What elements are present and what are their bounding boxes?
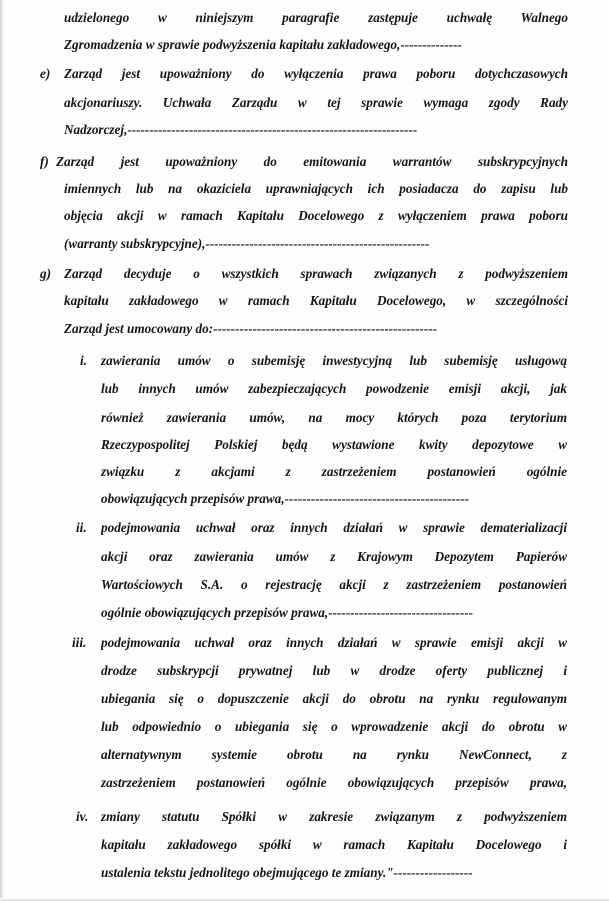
paragraph-line: podejmowania uchwał oraz innych działań w sprawie emisji akcji w: [101, 635, 567, 650]
paragraph-line: kapitału zakładowego w ramach Kapitału Docelowego, w szczególności: [64, 293, 568, 308]
paragraph-line: Rzeczypospolitej Polskiej będą wystawione kwity depozytowe w: [101, 437, 567, 452]
scan-edge-left: [0, 0, 4, 901]
paragraph-line: akcji oraz zawierania umów z Krajowym Depozytem Papierów: [101, 549, 567, 564]
paragraph-line: zastrzeżeniem postanowień ogólnie obowiązujących przepisów prawa,: [101, 775, 567, 790]
paragraph-line: obowiązujących przepisów prawa,------------------------------------------: [101, 491, 469, 506]
paragraph-line: udzielonego w niniejszym paragrafie zastępuje uchwałę Walnego: [64, 10, 568, 25]
paragraph-line: również zawierania umów, na mocy których poza terytorium: [101, 410, 567, 425]
paragraph-line: ubiegania się o dopuszczenie akcji do obrotu na rynku regulowanym: [101, 691, 567, 706]
paragraph-line: lub innych umów zabezpieczających powodzenie emisji akcji, jak: [101, 381, 567, 396]
paragraph-line: Wartościowych S.A. o rejestrację akcji z zastrzeżeniem postanowień: [101, 577, 567, 592]
paragraph-line: ustalenia tekstu jednolitego obejmującego te zmiany."------------------: [101, 865, 473, 880]
paragraph-line: Nadzorczej,------------------------------------------------------------------: [64, 122, 418, 137]
paragraph-line: objęcia akcji w ramach Kapitału Docelowego z wyłączeniem prawa poboru: [64, 208, 568, 223]
paragraph-line: alternatywnym systemie obrotu na rynku NewConnect, z: [101, 747, 567, 762]
item-label-g: g): [40, 266, 51, 281]
subitem-label-ii: ii.: [76, 520, 87, 535]
paragraph-line: ogólnie obowiązujących przepisów prawa,---------------------------------: [101, 605, 474, 620]
paragraph-line: podejmowania uchwał oraz innych działań w sprawie dematerializacji: [101, 520, 567, 535]
paragraph-line: zmiany statutu Spółki w zakresie związanym z podwyższeniem: [101, 809, 567, 824]
paragraph-line: lub odpowiednio o ubiegania się o wprowadzenie akcji do obrotu w: [101, 719, 567, 734]
paragraph-line: Zarząd decyduje o wszystkich sprawach związanych z podwyższeniem: [64, 266, 568, 281]
paragraph-line: Zarząd jest umocowany do:---------------------------------------------------: [64, 321, 438, 336]
paragraph-line: zawierania umów o subemisję inwestycyjną lub subemisję usługową: [101, 353, 567, 368]
subitem-label-iv: iv.: [76, 809, 89, 824]
paragraph-line: (warranty subskrypcyjne),---------------------------------------------------: [64, 236, 430, 251]
paragraph-line: imiennych lub na okaziciela uprawniających ich posiadacza do zapisu lub: [64, 181, 568, 196]
item-label-e: e): [40, 66, 51, 81]
subitem-label-i: i.: [80, 353, 87, 368]
item-label-f: f): [40, 154, 49, 169]
paragraph-line: drodze subskrypcji prywatnej lub w drodze oferty publicznej i: [101, 663, 567, 678]
subitem-label-iii: iii.: [72, 635, 87, 650]
paragraph-line: kapitału zakładowego spółki w ramach Kapitału Docelowego i: [101, 837, 567, 852]
paragraph-line: związku z akcjami z zastrzeżeniem postanowień ogólnie: [101, 464, 567, 479]
paragraph-line: akcjonariuszy. Uchwała Zarządu w tej sprawie wymaga zgody Rady: [64, 95, 568, 110]
paragraph-line: Zarząd jest upoważniony do wyłączenia prawa poboru dotychczasowych: [64, 66, 568, 81]
paragraph-line: Zgromadzenia w sprawie podwyższenia kapitału zakładowego,--------------: [64, 37, 462, 52]
paragraph-line: Zarząd jest upoważniony do emitowania warrantów subskrypcyjnych: [56, 154, 568, 169]
